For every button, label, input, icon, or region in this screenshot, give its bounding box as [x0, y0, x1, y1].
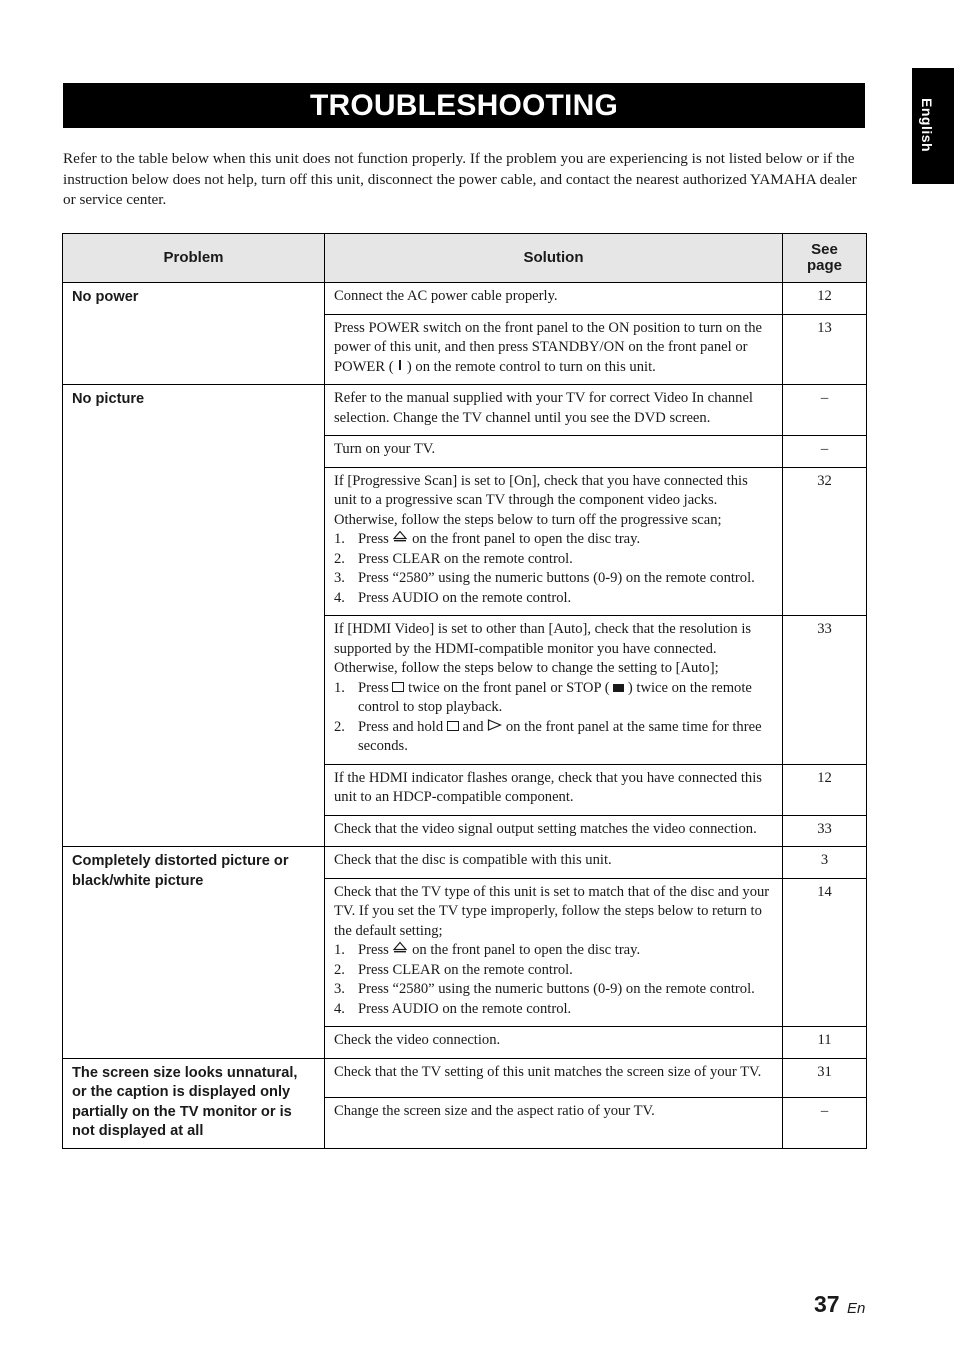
problem-cell: Completely distorted picture or black/white picture	[63, 847, 325, 1059]
step-item: 2. Press and hold and on the front panel at the same time for three seconds.	[334, 718, 762, 754]
table-header-row	[63, 234, 867, 283]
table-row	[63, 1058, 867, 1097]
page-cell: –	[783, 436, 867, 468]
solution-cell: Check that the video signal output setting matches the video connection.	[325, 815, 783, 847]
table-row	[63, 283, 867, 315]
page-cell: 32	[783, 467, 867, 616]
solution-cell: Refer to the manual supplied with your TV for correct Video In channel selection. Change the TV channel until you see the DVD screen.	[325, 385, 783, 436]
stop-icon	[447, 721, 459, 731]
page-cell: 14	[783, 878, 867, 1027]
solution-cell: Connect the AC power cable properly.	[325, 283, 783, 315]
step-item: 1. Press twice on the front panel or STOP ( ) twice on the remote control to stop playback.	[334, 679, 752, 715]
problem-cell: No power	[63, 283, 325, 385]
page-number: 37	[814, 1291, 840, 1317]
solution-cell	[325, 314, 783, 385]
solution-cell: If the HDMI indicator flashes orange, check that you have connected this unit to an HDCP-compatible component.	[325, 764, 783, 815]
eject-icon	[392, 530, 408, 550]
page-cell: 33	[783, 815, 867, 847]
step-item: 3. Press “2580” using the numeric buttons (0-9) on the remote control.	[334, 570, 755, 586]
step-item: 2. Press CLEAR on the remote control.	[334, 961, 573, 978]
header-problem: Problem	[63, 234, 325, 283]
page-title: TROUBLESHOOTING	[63, 83, 865, 128]
solution-cell: Turn on your TV.	[325, 436, 783, 468]
problem-cell: The screen size looks unnatural, or the caption is displayed only partially on the TV monitor or is not displayed at all	[63, 1058, 325, 1148]
step-item: 1. Press on the front panel to open the disc tray.	[334, 941, 773, 961]
intro-paragraph: Refer to the table below when this unit does not function properly. If the problem you are experiencing is not listed below or if the instruction below does not help, turn off this unit, disconnect the power cable, and contact the nearest authorized YAMAHA dealer or service center.	[63, 150, 857, 208]
page-cell: 12	[783, 764, 867, 815]
step-item: 3. Press “2580” using the numeric buttons (0-9) on the remote control.	[334, 981, 755, 997]
page-cell: 11	[783, 1027, 867, 1059]
page-language: En	[847, 1300, 866, 1317]
solution-text: ) on the remote control to turn on this unit.	[406, 358, 656, 375]
troubleshooting-table	[62, 233, 867, 1149]
solution-text: Press POWER switch on the front panel to the ON position to turn on the power of this unit, and then press STANDBY/ON on the front panel or POWER (	[334, 319, 763, 375]
language-tab-label: English	[919, 98, 935, 153]
step-item: 2. Press CLEAR on the remote control.	[334, 550, 573, 567]
solution-cell: Check the video connection.	[325, 1027, 783, 1059]
step-item: 1. Press on the front panel to open the disc tray.	[334, 530, 773, 550]
page-cell: –	[783, 1097, 867, 1148]
solution-text: If [HDMI Video] is set to other than [Auto], check that the resolution is supported by the HDMI-compatible monitor you have connected. Otherwise, follow the steps below to change the setting to [Auto];	[334, 621, 752, 676]
solution-cell	[325, 467, 783, 616]
play-icon	[487, 718, 502, 738]
header-solution: Solution	[325, 234, 783, 283]
solution-text: If [Progressive Scan] is set to [On], check that you have connected this unit to a progressive scan TV through the component video jacks. Otherwise, follow the steps below to turn off the progressive scan;	[334, 472, 748, 528]
page-cell: 31	[783, 1058, 867, 1097]
solution-cell: Check that the TV setting of this unit matches the screen size of your TV.	[325, 1058, 783, 1097]
stop-icon	[392, 682, 404, 692]
step-item: 4. Press AUDIO on the remote control.	[334, 1000, 572, 1017]
solution-cell	[325, 616, 783, 765]
table-row	[63, 847, 867, 879]
page-cell: 33	[783, 616, 867, 765]
page-cell: 12	[783, 283, 867, 315]
power-icon	[397, 358, 403, 378]
stop-filled-icon	[613, 684, 624, 692]
page-cell: 3	[783, 847, 867, 879]
table-row	[63, 385, 867, 436]
solution-cell	[325, 878, 783, 1027]
header-see-page: See page	[783, 234, 867, 283]
page-cell: 13	[783, 314, 867, 385]
language-tab	[912, 68, 954, 184]
problem-cell: No picture	[63, 385, 325, 847]
solution-cell: Check that the disc is compatible with this unit.	[325, 847, 783, 879]
eject-icon	[392, 941, 408, 961]
solution-text: Check that the TV type of this unit is set to match that of the disc and your TV. If you set the TV type improperly, follow the steps below to return to the default setting;	[334, 883, 770, 939]
page-cell: –	[783, 385, 867, 436]
step-item: 4. Press AUDIO on the remote control.	[334, 589, 572, 606]
solution-cell: Change the screen size and the aspect ratio of your TV.	[325, 1097, 783, 1148]
